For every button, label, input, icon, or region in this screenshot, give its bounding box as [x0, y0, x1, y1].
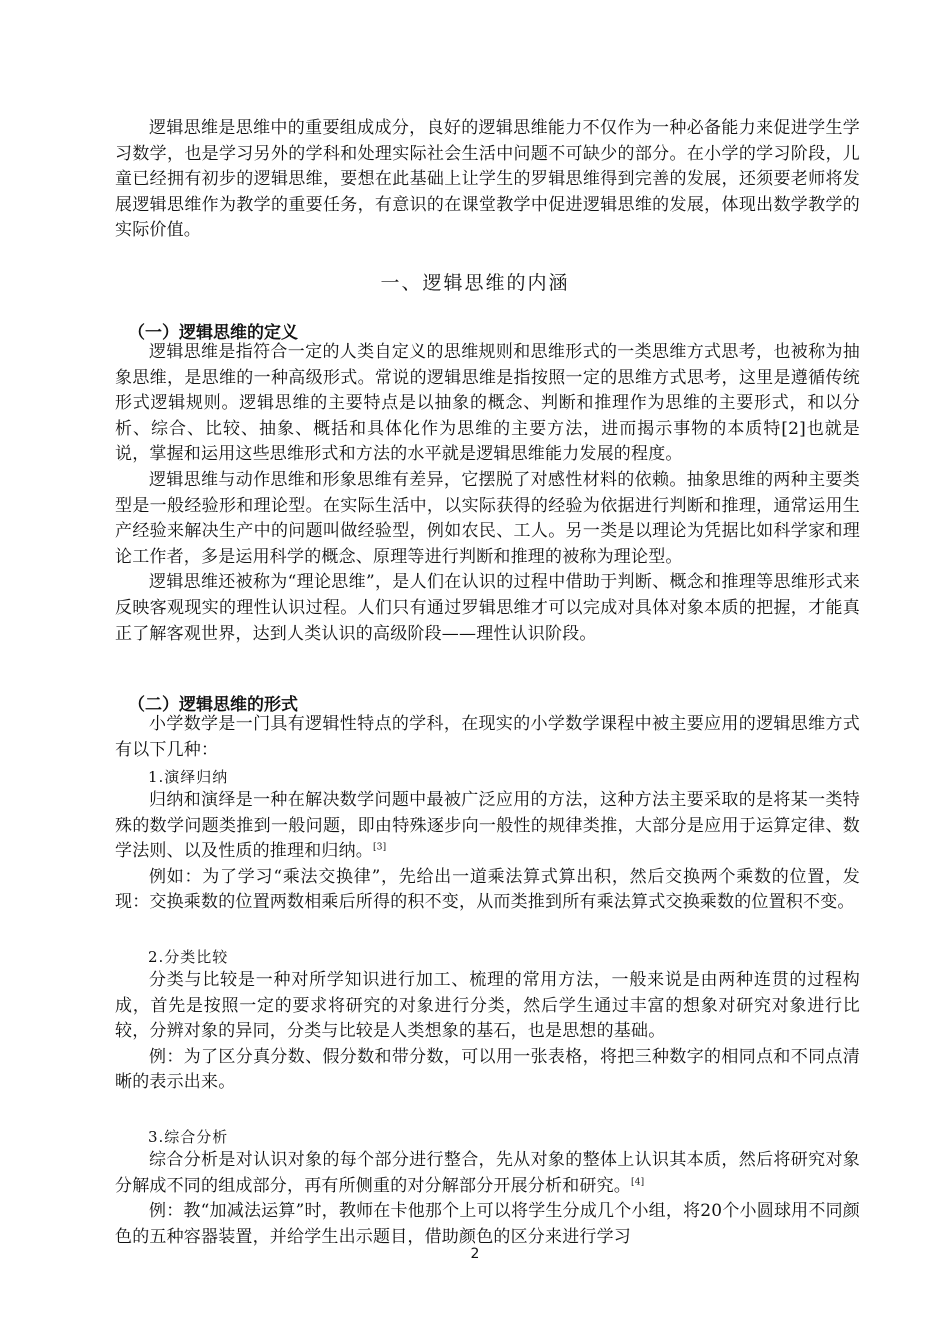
- deduction-induction-text: 归纳和演绎是一种在解决数学问题中最被广泛应用的方法，这种方法主要采取的是将某一类特殊的数学问题类推到一般问题，即由特殊逐步向一般性的规律类推，大部分是应用于运算定律、数学法则、以及性质的推理和归纳。: [115, 790, 860, 862]
- deduction-induction-block: [115, 788, 860, 916]
- definition-block: [115, 340, 860, 647]
- deduction-induction-paragraph: [115, 788, 860, 865]
- page-number: 2: [470, 1246, 480, 1262]
- synthesis-paragraph: [115, 1148, 860, 1199]
- synthesis-text: 综合分析是对认识对象的每个部分进行整合，先从对象的整体上认识其本质，然后将研究对象分解成不同的组成部分，再有所侧重的对分解部分开展分析和研究。: [115, 1150, 860, 1196]
- classification-example: 例：为了区分真分数、假分数和带分数，可以用一张表格，将把三种数字的相同点和不同点清晰的表示出来。: [115, 1046, 860, 1093]
- definition-paragraph-3: 逻辑思维还被称为“理论思维”，是人们在认识的过程中借助于判断、概念和推理等思维形式来反映客观现实的理性认识过程。人们只有通过罗辑思维才可以完成对具体对象本质的把握，才能真正了解客观世界，达到人类认识的高级阶段——理性认识阶段。: [115, 572, 860, 644]
- subsection-heading-definition: （一）逻辑思维的定义: [128, 323, 298, 343]
- definition-paragraph-2: 逻辑思维与动作思维和形象思维有差异，它摆脱了对感性材料的依赖。抽象思维的两种主要类型是一般经验形和理论型。在实际生活中，以实际获得的经验为依据进行判断和推理，通常运用生产经验来解决生产中的问题叫做经验型，例如农民、工人。另一类是以理论为凭据比如科学家和理论工作者，多是运用科学的概念、原理等进行判断和推理的被称为理论型。: [115, 469, 860, 567]
- synthesis-example: 例：教“加减法运算”时，教师在卡他那个上可以将学生分成几个小组，将20个小圆球用不同颜色的五种容器装置，并给学生出示题目，借助颜色的区分来进行学习: [115, 1201, 860, 1247]
- intro-paragraph: 逻辑思维是思维中的重要组成成分，良好的逻辑思维能力不仅作为一种必备能力来促进学生学习数学，也是学习另外的学科和处理实际社会生活中问题不可缺少的部分。在小学的学习阶段，儿童已经拥有初步的逻辑思维，要想在此基础上让学生的罗辑思维得到完善的发展，还须要老师将发展逻辑思维作为教学的重要任务，有意识的在课堂教学中促进逻辑思维的发展，体现出数学教学的实际价值。: [115, 118, 860, 241]
- item-heading-synthesis-analysis: 3.综合分析: [148, 1128, 229, 1146]
- forms-intro-block: [115, 712, 860, 763]
- item-heading-classification-comparison: 2.分类比较: [148, 948, 229, 966]
- classification-paragraph: 分类与比较是一种对所学知识进行加工、梳理的常用方法，一般来说是由两种连贯的过程构成，首先是按照一定的要求将研究的对象进行分类，然后学生通过丰富的想象对研究对象进行比较，分辨对象的异同，分类与比较是人类想象的基石，也是思想的基础。: [115, 970, 860, 1042]
- synthesis-block: [115, 1148, 860, 1250]
- item-heading-deduction-induction: 1.演绎归纳: [148, 768, 229, 786]
- citation-3: [3]: [373, 842, 387, 853]
- intro-paragraph-block: [115, 116, 860, 244]
- classification-block: [115, 968, 860, 1096]
- section-title: 一、逻辑思维的内涵: [380, 272, 570, 294]
- citation-4: [4]: [631, 1176, 645, 1187]
- deduction-induction-example: 例如：为了学习“乘法交换律”，先给出一道乘法算式算出积，然后交换两个乘数的位置，发现：交换乘数的位置两数相乘后所得的积不变，从而类推到所有乘法算式交换乘数的位置积不变。: [115, 866, 860, 913]
- forms-intro-paragraph: 小学数学是一门具有逻辑性特点的学科，在现实的小学数学课程中被主要应用的逻辑思维方式有以下几种：: [115, 714, 860, 760]
- subsection-heading-forms: （二）逻辑思维的形式: [128, 695, 298, 715]
- definition-paragraph-1: 逻辑思维是指符合一定的人类自定义的思维规则和思维形式的一类思维方式思考，也被称为抽象思维，是思维的一种高级形式。常说的逻辑思维是指按照一定的思维方式思考，这里是遵循传统形式逻辑规则。逻辑思维的主要特点是以抽象的概念、判断和推理作为思维的主要形式，和以分析、综合、比较、抽象、概括和具体化作为思维的主要方法，进而揭示事物的本质特[2]也就是说，掌握和运用这些思维形式和方法的水平就是逻辑思维能力发展的程度。: [115, 342, 860, 465]
